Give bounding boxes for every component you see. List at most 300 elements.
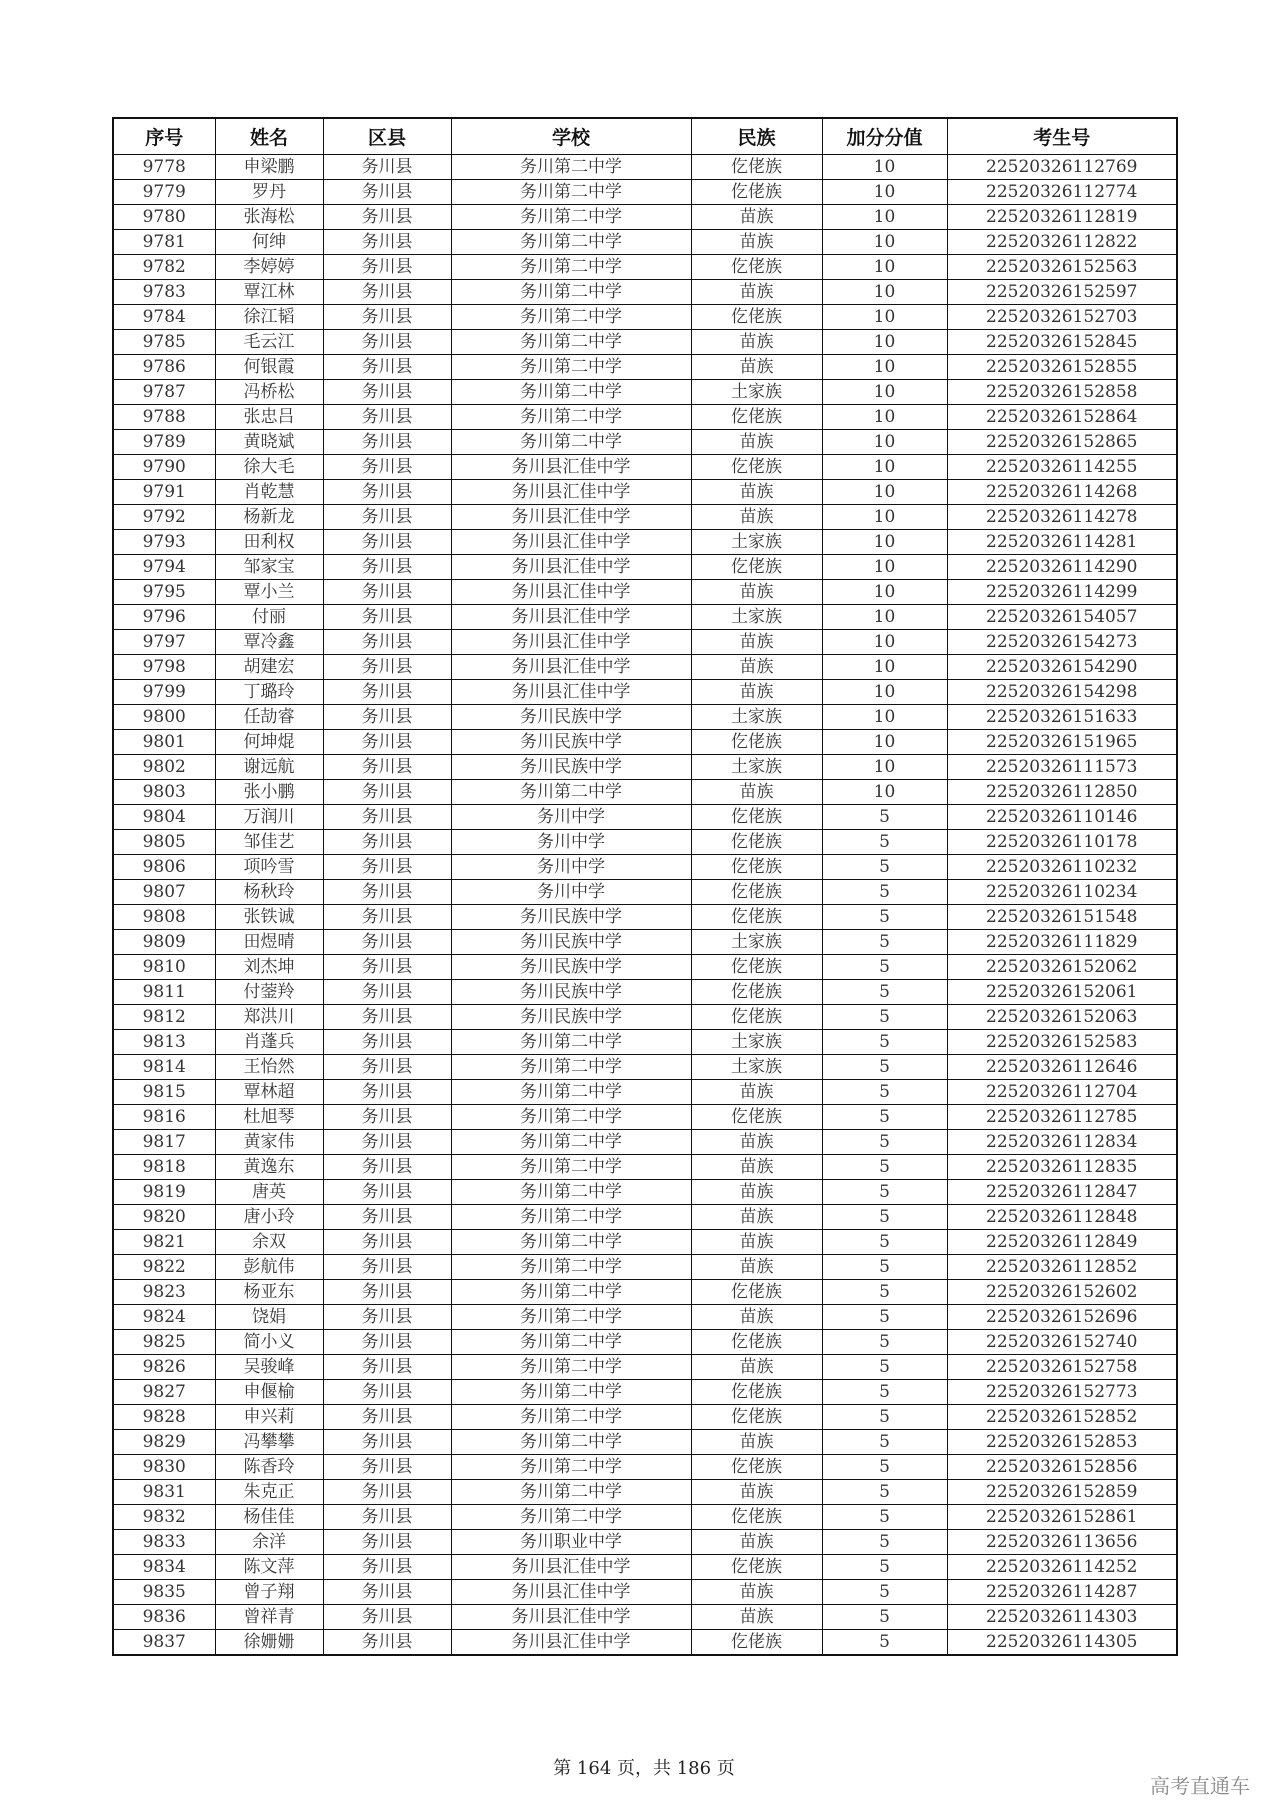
cell-seq: 9778	[113, 155, 215, 180]
cell-bonus-points: 5	[822, 1505, 947, 1530]
cell-school: 务川第二中学	[451, 1230, 691, 1255]
cell-school: 务川第二中学	[451, 305, 691, 330]
cell-ethnicity: 苗族	[691, 1080, 822, 1105]
cell-name: 何坤焜	[215, 730, 323, 755]
cell-bonus-points: 5	[822, 1480, 947, 1505]
cell-exam-id: 22520326113656	[947, 1530, 1177, 1555]
cell-exam-id: 22520326112848	[947, 1205, 1177, 1230]
cell-seq: 9806	[113, 855, 215, 880]
cell-bonus-points: 10	[822, 755, 947, 780]
cell-school: 务川县汇佳中学	[451, 580, 691, 605]
table-row	[113, 1505, 1177, 1530]
cell-seq: 9779	[113, 180, 215, 205]
cell-ethnicity: 苗族	[691, 1605, 822, 1630]
cell-name: 曾子翔	[215, 1580, 323, 1605]
cell-county: 务川县	[323, 1280, 451, 1305]
cell-county: 务川县	[323, 705, 451, 730]
table-row	[113, 1280, 1177, 1305]
table-row	[113, 855, 1177, 880]
cell-seq: 9814	[113, 1055, 215, 1080]
cell-seq: 9796	[113, 605, 215, 630]
table-row	[113, 230, 1177, 255]
cell-ethnicity: 苗族	[691, 280, 822, 305]
cell-ethnicity: 仡佬族	[691, 855, 822, 880]
cell-seq: 9790	[113, 455, 215, 480]
cell-seq: 9827	[113, 1380, 215, 1405]
cell-exam-id: 22520326114287	[947, 1580, 1177, 1605]
cell-name: 付蓥羚	[215, 980, 323, 1005]
cell-seq: 9809	[113, 930, 215, 955]
cell-county: 务川县	[323, 1205, 451, 1230]
cell-ethnicity: 苗族	[691, 1355, 822, 1380]
cell-ethnicity: 仡佬族	[691, 730, 822, 755]
cell-exam-id: 22520326112847	[947, 1180, 1177, 1205]
cell-ethnicity: 苗族	[691, 1480, 822, 1505]
cell-ethnicity: 苗族	[691, 1430, 822, 1455]
column-header-exam-id: 考生号	[947, 118, 1177, 155]
table-row	[113, 1030, 1177, 1055]
cell-school: 务川民族中学	[451, 955, 691, 980]
cell-school: 务川第二中学	[451, 1505, 691, 1530]
cell-seq: 9803	[113, 780, 215, 805]
cell-county: 务川县	[323, 1005, 451, 1030]
cell-exam-id: 22520326152563	[947, 255, 1177, 280]
cell-seq: 9789	[113, 430, 215, 455]
cell-ethnicity: 土家族	[691, 755, 822, 780]
cell-school: 务川第二中学	[451, 1130, 691, 1155]
table-row	[113, 1205, 1177, 1230]
table-row	[113, 1155, 1177, 1180]
cell-county: 务川县	[323, 1230, 451, 1255]
cell-county: 务川县	[323, 205, 451, 230]
cell-county: 务川县	[323, 930, 451, 955]
cell-school: 务川县汇佳中学	[451, 655, 691, 680]
cell-county: 务川县	[323, 905, 451, 930]
cell-seq: 9820	[113, 1205, 215, 1230]
cell-name: 何银霞	[215, 355, 323, 380]
table-row	[113, 480, 1177, 505]
cell-school: 务川县汇佳中学	[451, 480, 691, 505]
table-row	[113, 880, 1177, 905]
cell-seq: 9782	[113, 255, 215, 280]
cell-ethnicity: 仡佬族	[691, 1380, 822, 1405]
cell-name: 曾祥青	[215, 1605, 323, 1630]
cell-bonus-points: 5	[822, 1080, 947, 1105]
cell-exam-id: 22520326152865	[947, 430, 1177, 455]
cell-seq: 9781	[113, 230, 215, 255]
cell-exam-id: 22520326154057	[947, 605, 1177, 630]
cell-exam-id: 22520326112822	[947, 230, 1177, 255]
cell-name: 毛云江	[215, 330, 323, 355]
cell-name: 陈香玲	[215, 1455, 323, 1480]
cell-school: 务川第二中学	[451, 380, 691, 405]
table-row	[113, 1330, 1177, 1355]
cell-county: 务川县	[323, 405, 451, 430]
cell-ethnicity: 土家族	[691, 705, 822, 730]
cell-ethnicity: 仡佬族	[691, 1005, 822, 1030]
cell-exam-id: 22520326110146	[947, 805, 1177, 830]
cell-exam-id: 22520326112835	[947, 1155, 1177, 1180]
cell-ethnicity: 仡佬族	[691, 555, 822, 580]
cell-county: 务川县	[323, 255, 451, 280]
cell-bonus-points: 10	[822, 580, 947, 605]
cell-ethnicity: 苗族	[691, 580, 822, 605]
cell-bonus-points: 5	[822, 1305, 947, 1330]
cell-school: 务川第二中学	[451, 1455, 691, 1480]
cell-seq: 9825	[113, 1330, 215, 1355]
cell-name: 覃江林	[215, 280, 323, 305]
cell-name: 陈文萍	[215, 1555, 323, 1580]
cell-exam-id: 22520326152061	[947, 980, 1177, 1005]
cell-bonus-points: 10	[822, 380, 947, 405]
cell-seq: 9835	[113, 1580, 215, 1605]
cell-ethnicity: 仡佬族	[691, 1105, 822, 1130]
cell-county: 务川县	[323, 1105, 451, 1130]
cell-bonus-points: 10	[822, 355, 947, 380]
table-row	[113, 505, 1177, 530]
cell-school: 务川民族中学	[451, 1005, 691, 1030]
cell-bonus-points: 5	[822, 1430, 947, 1455]
cell-bonus-points: 5	[822, 1055, 947, 1080]
cell-name: 申兴莉	[215, 1405, 323, 1430]
cell-seq: 9804	[113, 805, 215, 830]
cell-name: 徐江韬	[215, 305, 323, 330]
cell-bonus-points: 10	[822, 505, 947, 530]
table-row	[113, 730, 1177, 755]
cell-bonus-points: 5	[822, 980, 947, 1005]
cell-seq: 9817	[113, 1130, 215, 1155]
cell-school: 务川第二中学	[451, 1405, 691, 1430]
cell-bonus-points: 5	[822, 1105, 947, 1130]
cell-seq: 9813	[113, 1030, 215, 1055]
cell-county: 务川县	[323, 1080, 451, 1105]
cell-ethnicity: 土家族	[691, 530, 822, 555]
cell-bonus-points: 10	[822, 530, 947, 555]
table-row	[113, 405, 1177, 430]
cell-ethnicity: 仡佬族	[691, 1555, 822, 1580]
cell-ethnicity: 苗族	[691, 1530, 822, 1555]
cell-seq: 9822	[113, 1255, 215, 1280]
cell-ethnicity: 土家族	[691, 605, 822, 630]
cell-bonus-points: 10	[822, 255, 947, 280]
cell-county: 务川县	[323, 1555, 451, 1580]
cell-county: 务川县	[323, 755, 451, 780]
cell-exam-id: 22520326152740	[947, 1330, 1177, 1355]
column-header-bonus-points: 加分分值	[822, 118, 947, 155]
cell-seq: 9802	[113, 755, 215, 780]
cell-exam-id: 22520326110232	[947, 855, 1177, 880]
cell-seq: 9826	[113, 1355, 215, 1380]
cell-name: 田煜晴	[215, 930, 323, 955]
cell-school: 务川第二中学	[451, 280, 691, 305]
table-row	[113, 1555, 1177, 1580]
cell-ethnicity: 土家族	[691, 930, 822, 955]
cell-seq: 9810	[113, 955, 215, 980]
cell-bonus-points: 10	[822, 480, 947, 505]
cell-county: 务川县	[323, 230, 451, 255]
cell-bonus-points: 5	[822, 1380, 947, 1405]
cell-county: 务川县	[323, 555, 451, 580]
column-header-name: 姓名	[215, 118, 323, 155]
cell-ethnicity: 仡佬族	[691, 905, 822, 930]
cell-bonus-points: 10	[822, 230, 947, 255]
cell-ethnicity: 仡佬族	[691, 1280, 822, 1305]
cell-bonus-points: 10	[822, 455, 947, 480]
table-row	[113, 1080, 1177, 1105]
cell-bonus-points: 5	[822, 1580, 947, 1605]
cell-county: 务川县	[323, 1305, 451, 1330]
cell-name: 万润川	[215, 805, 323, 830]
cell-school: 务川第二中学	[451, 430, 691, 455]
cell-ethnicity: 仡佬族	[691, 980, 822, 1005]
cell-exam-id: 22520326152845	[947, 330, 1177, 355]
cell-bonus-points: 10	[822, 280, 947, 305]
table-row	[113, 1605, 1177, 1630]
cell-school: 务川第二中学	[451, 1105, 691, 1130]
cell-bonus-points: 5	[822, 905, 947, 930]
cell-exam-id: 22520326151965	[947, 730, 1177, 755]
cell-ethnicity: 仡佬族	[691, 1330, 822, 1355]
cell-bonus-points: 10	[822, 405, 947, 430]
column-header-seq: 序号	[113, 118, 215, 155]
cell-exam-id: 22520326114299	[947, 580, 1177, 605]
table-row	[113, 380, 1177, 405]
cell-county: 务川县	[323, 580, 451, 605]
student-table	[112, 117, 1178, 1656]
cell-seq: 9816	[113, 1105, 215, 1130]
cell-name: 饶娟	[215, 1305, 323, 1330]
cell-county: 务川县	[323, 280, 451, 305]
cell-school: 务川第二中学	[451, 355, 691, 380]
cell-exam-id: 22520326112834	[947, 1130, 1177, 1155]
cell-exam-id: 22520326152864	[947, 405, 1177, 430]
cell-exam-id: 22520326114268	[947, 480, 1177, 505]
cell-name: 邹家宝	[215, 555, 323, 580]
cell-name: 李婷婷	[215, 255, 323, 280]
cell-county: 务川县	[323, 855, 451, 880]
table-row	[113, 780, 1177, 805]
cell-county: 务川县	[323, 730, 451, 755]
cell-exam-id: 22520326112852	[947, 1255, 1177, 1280]
cell-county: 务川县	[323, 330, 451, 355]
cell-exam-id: 22520326152696	[947, 1305, 1177, 1330]
cell-county: 务川县	[323, 1430, 451, 1455]
cell-seq: 9795	[113, 580, 215, 605]
cell-bonus-points: 10	[822, 605, 947, 630]
cell-bonus-points: 5	[822, 1205, 947, 1230]
cell-school: 务川第二中学	[451, 405, 691, 430]
cell-name: 张忠吕	[215, 405, 323, 430]
cell-county: 务川县	[323, 655, 451, 680]
table-row	[113, 1580, 1177, 1605]
cell-bonus-points: 5	[822, 1130, 947, 1155]
cell-county: 务川县	[323, 630, 451, 655]
cell-seq: 9808	[113, 905, 215, 930]
cell-school: 务川第二中学	[451, 1055, 691, 1080]
table-row	[113, 1380, 1177, 1405]
cell-bonus-points: 5	[822, 1555, 947, 1580]
cell-ethnicity: 仡佬族	[691, 155, 822, 180]
cell-county: 务川县	[323, 1455, 451, 1480]
cell-county: 务川县	[323, 180, 451, 205]
cell-bonus-points: 10	[822, 630, 947, 655]
cell-county: 务川县	[323, 530, 451, 555]
table-row	[113, 805, 1177, 830]
cell-seq: 9834	[113, 1555, 215, 1580]
cell-name: 杨亚东	[215, 1280, 323, 1305]
table-row	[113, 605, 1177, 630]
table-row	[113, 755, 1177, 780]
cell-school: 务川县汇佳中学	[451, 630, 691, 655]
table-row	[113, 1055, 1177, 1080]
cell-name: 杨佳佳	[215, 1505, 323, 1530]
cell-county: 务川县	[323, 305, 451, 330]
cell-county: 务川县	[323, 1630, 451, 1656]
cell-exam-id: 22520326110178	[947, 830, 1177, 855]
cell-name: 丁璐玲	[215, 680, 323, 705]
cell-seq: 9824	[113, 1305, 215, 1330]
cell-school: 务川第二中学	[451, 1255, 691, 1280]
cell-bonus-points: 10	[822, 655, 947, 680]
cell-seq: 9805	[113, 830, 215, 855]
cell-name: 朱克正	[215, 1480, 323, 1505]
cell-ethnicity: 仡佬族	[691, 455, 822, 480]
table-row	[113, 1255, 1177, 1280]
cell-name: 申梁鹏	[215, 155, 323, 180]
table-row	[113, 955, 1177, 980]
cell-ethnicity: 仡佬族	[691, 305, 822, 330]
table-row	[113, 1180, 1177, 1205]
cell-bonus-points: 10	[822, 330, 947, 355]
cell-seq: 9818	[113, 1155, 215, 1180]
cell-bonus-points: 10	[822, 180, 947, 205]
cell-ethnicity: 仡佬族	[691, 255, 822, 280]
cell-school: 务川第二中学	[451, 1480, 691, 1505]
cell-ethnicity: 苗族	[691, 1305, 822, 1330]
cell-school: 务川第二中学	[451, 1430, 691, 1455]
cell-ethnicity: 苗族	[691, 780, 822, 805]
cell-exam-id: 22520326154298	[947, 680, 1177, 705]
cell-name: 余双	[215, 1230, 323, 1255]
cell-bonus-points: 10	[822, 155, 947, 180]
cell-bonus-points: 10	[822, 705, 947, 730]
cell-name: 简小义	[215, 1330, 323, 1355]
cell-seq: 9793	[113, 530, 215, 555]
cell-name: 覃林超	[215, 1080, 323, 1105]
cell-county: 务川县	[323, 155, 451, 180]
cell-bonus-points: 5	[822, 1355, 947, 1380]
cell-school: 务川县汇佳中学	[451, 530, 691, 555]
cell-county: 务川县	[323, 380, 451, 405]
cell-school: 务川县汇佳中学	[451, 1580, 691, 1605]
column-header-school: 学校	[451, 118, 691, 155]
cell-county: 务川县	[323, 1330, 451, 1355]
cell-exam-id: 22520326114252	[947, 1555, 1177, 1580]
table-row	[113, 530, 1177, 555]
cell-county: 务川县	[323, 1605, 451, 1630]
cell-school: 务川第二中学	[451, 1330, 691, 1355]
table-row	[113, 1105, 1177, 1130]
cell-bonus-points: 5	[822, 1180, 947, 1205]
cell-school: 务川县汇佳中学	[451, 680, 691, 705]
cell-ethnicity: 苗族	[691, 1205, 822, 1230]
cell-exam-id: 22520326152062	[947, 955, 1177, 980]
cell-bonus-points: 5	[822, 805, 947, 830]
cell-seq: 9798	[113, 655, 215, 680]
cell-exam-id: 22520326152858	[947, 380, 1177, 405]
cell-bonus-points: 5	[822, 880, 947, 905]
cell-ethnicity: 土家族	[691, 1055, 822, 1080]
cell-seq: 9787	[113, 380, 215, 405]
cell-name: 黄晓斌	[215, 430, 323, 455]
cell-exam-id: 22520326112769	[947, 155, 1177, 180]
cell-bonus-points: 5	[822, 830, 947, 855]
cell-seq: 9794	[113, 555, 215, 580]
cell-exam-id: 22520326112646	[947, 1055, 1177, 1080]
cell-county: 务川县	[323, 505, 451, 530]
cell-exam-id: 22520326152859	[947, 1480, 1177, 1505]
cell-ethnicity: 仡佬族	[691, 830, 822, 855]
cell-exam-id: 22520326111573	[947, 755, 1177, 780]
cell-name: 覃小兰	[215, 580, 323, 605]
cell-exam-id: 22520326152773	[947, 1380, 1177, 1405]
cell-name: 郑洪川	[215, 1005, 323, 1030]
table-row	[113, 430, 1177, 455]
cell-county: 务川县	[323, 1030, 451, 1055]
cell-exam-id: 22520326112785	[947, 1105, 1177, 1130]
cell-seq: 9832	[113, 1505, 215, 1530]
cell-name: 肖蓬兵	[215, 1030, 323, 1055]
cell-name: 刘杰坤	[215, 955, 323, 980]
cell-ethnicity: 土家族	[691, 380, 822, 405]
cell-county: 务川县	[323, 955, 451, 980]
cell-seq: 9829	[113, 1430, 215, 1455]
page-number: 第 164 页，共 186 页	[553, 1758, 735, 1779]
cell-school: 务川第二中学	[451, 1155, 691, 1180]
table-row	[113, 580, 1177, 605]
cell-ethnicity: 仡佬族	[691, 955, 822, 980]
cell-bonus-points: 10	[822, 555, 947, 580]
cell-school: 务川第二中学	[451, 1180, 691, 1205]
cell-exam-id: 22520326152597	[947, 280, 1177, 305]
table-row	[113, 155, 1177, 180]
cell-name: 张海松	[215, 205, 323, 230]
table-row	[113, 905, 1177, 930]
cell-school: 务川民族中学	[451, 755, 691, 780]
cell-bonus-points: 10	[822, 730, 947, 755]
table-row	[113, 1430, 1177, 1455]
cell-seq: 9799	[113, 680, 215, 705]
cell-exam-id: 22520326112774	[947, 180, 1177, 205]
table-row	[113, 455, 1177, 480]
cell-ethnicity: 仡佬族	[691, 405, 822, 430]
cell-name: 张铁诚	[215, 905, 323, 930]
cell-school: 务川第二中学	[451, 180, 691, 205]
cell-exam-id: 22520326152852	[947, 1405, 1177, 1430]
cell-county: 务川县	[323, 455, 451, 480]
cell-ethnicity: 苗族	[691, 1230, 822, 1255]
cell-school: 务川第二中学	[451, 1355, 691, 1380]
cell-bonus-points: 10	[822, 305, 947, 330]
cell-school: 务川县汇佳中学	[451, 1555, 691, 1580]
table-row	[113, 280, 1177, 305]
cell-ethnicity: 仡佬族	[691, 1630, 822, 1656]
cell-school: 务川中学	[451, 830, 691, 855]
cell-ethnicity: 苗族	[691, 680, 822, 705]
table-row	[113, 205, 1177, 230]
cell-county: 务川县	[323, 1255, 451, 1280]
cell-seq: 9800	[113, 705, 215, 730]
